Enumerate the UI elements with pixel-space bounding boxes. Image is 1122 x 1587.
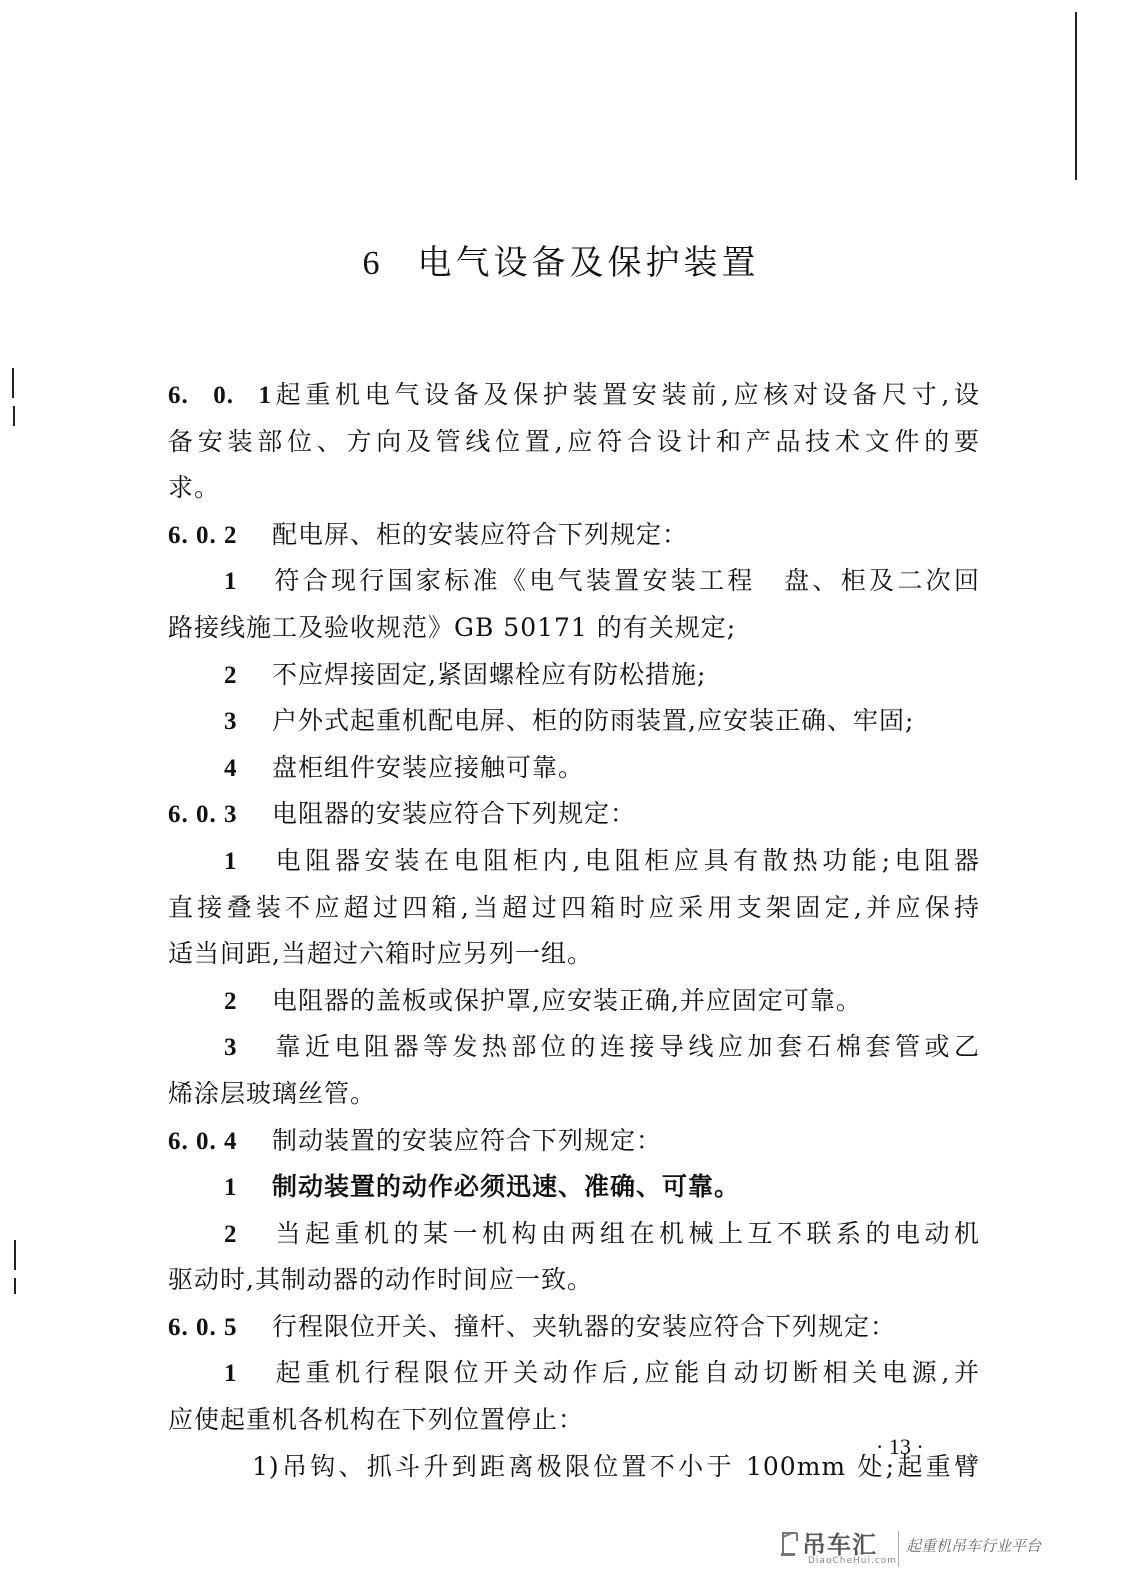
text-line: [168, 1164, 980, 1211]
text-line: [168, 698, 980, 745]
item-number: 1: [224, 568, 238, 596]
text-line: [168, 1397, 980, 1444]
text-line: [168, 931, 980, 978]
line-text: 制动装置的动作必须迅速、准确、可靠。: [272, 1172, 741, 1202]
footer-tagline: 起重机吊车行业平台: [906, 1537, 1042, 1555]
text-line: [168, 558, 980, 605]
line-text: 当起重机的某一机构由两组在机械上互不联系的电动机: [272, 1218, 980, 1248]
line-text: 电阻器的安装应符合下列规定：: [272, 799, 637, 829]
clause-number: 6. 0. 1: [168, 382, 272, 409]
line-text: 不应焊接固定,紧固螺栓应有防松措施;: [272, 659, 707, 689]
scan-mark: [12, 368, 14, 398]
line-text: 符合现行国家标准《电气装置安装工程 盘、柜及二次回: [272, 566, 980, 596]
item-number: 2: [224, 1220, 238, 1248]
line-text: 1)吊钩、抓斗升到距离极限位置不小于 100mm 处;起重臂: [252, 1451, 980, 1481]
line-text: 求。: [168, 473, 221, 503]
text-line: [168, 652, 980, 699]
footer-logo-text: 吊车汇: [802, 1531, 877, 1559]
item-number: 1: [224, 847, 238, 875]
text-line: [168, 978, 980, 1025]
footer-logo-domain: DiaoCheHui.com: [808, 1556, 898, 1566]
line-text: 靠近电阻器等发热部位的连接导线应加套石棉套管或乙: [272, 1032, 980, 1062]
text-line: [168, 838, 980, 885]
page-number: · 13 ·: [876, 1434, 924, 1459]
clause-number: 6. 0. 3: [168, 801, 238, 829]
line-text: 烯涂层玻璃丝管。: [168, 1078, 377, 1108]
item-number: 2: [224, 661, 238, 689]
text-line: [168, 1211, 980, 1258]
clause-number: 6. 0. 5: [168, 1313, 238, 1341]
text-line: [168, 605, 980, 652]
clause-number: 6. 0. 4: [168, 1127, 238, 1155]
item-number: 2: [224, 987, 238, 1015]
text-line: [168, 512, 980, 559]
text-line: [168, 1071, 980, 1118]
line-text: 行程限位开关、撞杆、夹轨器的安装应符合下列规定：: [272, 1311, 897, 1341]
line-text: 电阻器的盖板或保护罩,应安装正确,并应固定可靠。: [272, 985, 862, 1015]
chapter-heading: 电气设备及保护装置: [417, 243, 760, 283]
text-line: [168, 1444, 980, 1491]
line-text: 起重机行程限位开关动作后,应能自动切断相关电源,并: [272, 1358, 980, 1388]
text-line: [168, 419, 980, 466]
chapter-title: [0, 238, 1122, 289]
item-number: 3: [224, 1034, 238, 1062]
scan-mark: [14, 1240, 16, 1270]
line-text: 应使起重机各机构在下列位置停止：: [168, 1405, 585, 1435]
scan-mark: [13, 406, 15, 426]
item-number: 4: [224, 754, 238, 782]
text-line: [168, 745, 980, 792]
text-line: [168, 1257, 980, 1304]
item-number: 1: [224, 1174, 238, 1202]
line-text: 制动装置的安装应符合下列规定：: [272, 1125, 663, 1155]
text-line: [168, 791, 980, 838]
clause-number: 6. 0. 2: [168, 521, 238, 549]
footer-divider: [898, 1531, 899, 1567]
line-text: 起重机电气设备及保护装置安装前,应核对设备尺寸,设: [272, 380, 980, 409]
crane-logo-icon: [780, 1527, 800, 1557]
line-text: 路接线施工及验收规范》GB 50171 的有关规定;: [168, 612, 737, 642]
body-text: [168, 372, 980, 1490]
item-number: 1: [224, 1360, 238, 1388]
text-line: [168, 372, 980, 419]
footer-watermark: [780, 1525, 1120, 1575]
text-line: [168, 1304, 980, 1351]
text-line: [168, 1024, 980, 1071]
text-line: [168, 1350, 980, 1397]
line-text: 配电屏、柜的安装应符合下列规定：: [272, 519, 689, 549]
text-line: [168, 885, 980, 932]
chapter-number: 6: [362, 245, 384, 282]
text-line: [168, 1118, 980, 1165]
line-text: 盘柜组件安装应接触可靠。: [272, 752, 585, 782]
item-number: 3: [224, 708, 238, 736]
scan-mark: [1075, 12, 1077, 180]
line-text: 直接叠装不应超过四箱,当超过四箱时应采用支架固定,并应保持: [168, 892, 980, 922]
line-text: 适当间距,当超过六箱时应另列一组。: [168, 939, 593, 969]
text-line: [168, 465, 980, 512]
line-text: 备安装部位、方向及管线位置,应符合设计和产品技术文件的要: [168, 426, 980, 456]
line-text: 电阻器安装在电阻柜内,电阻柜应具有散热功能;电阻器: [272, 845, 980, 875]
line-text: 驱动时,其制动器的动作时间应一致。: [168, 1265, 593, 1295]
line-text: 户外式起重机配电屏、柜的防雨装置,应安装正确、牢固;: [272, 706, 915, 736]
scan-mark: [14, 1278, 16, 1294]
